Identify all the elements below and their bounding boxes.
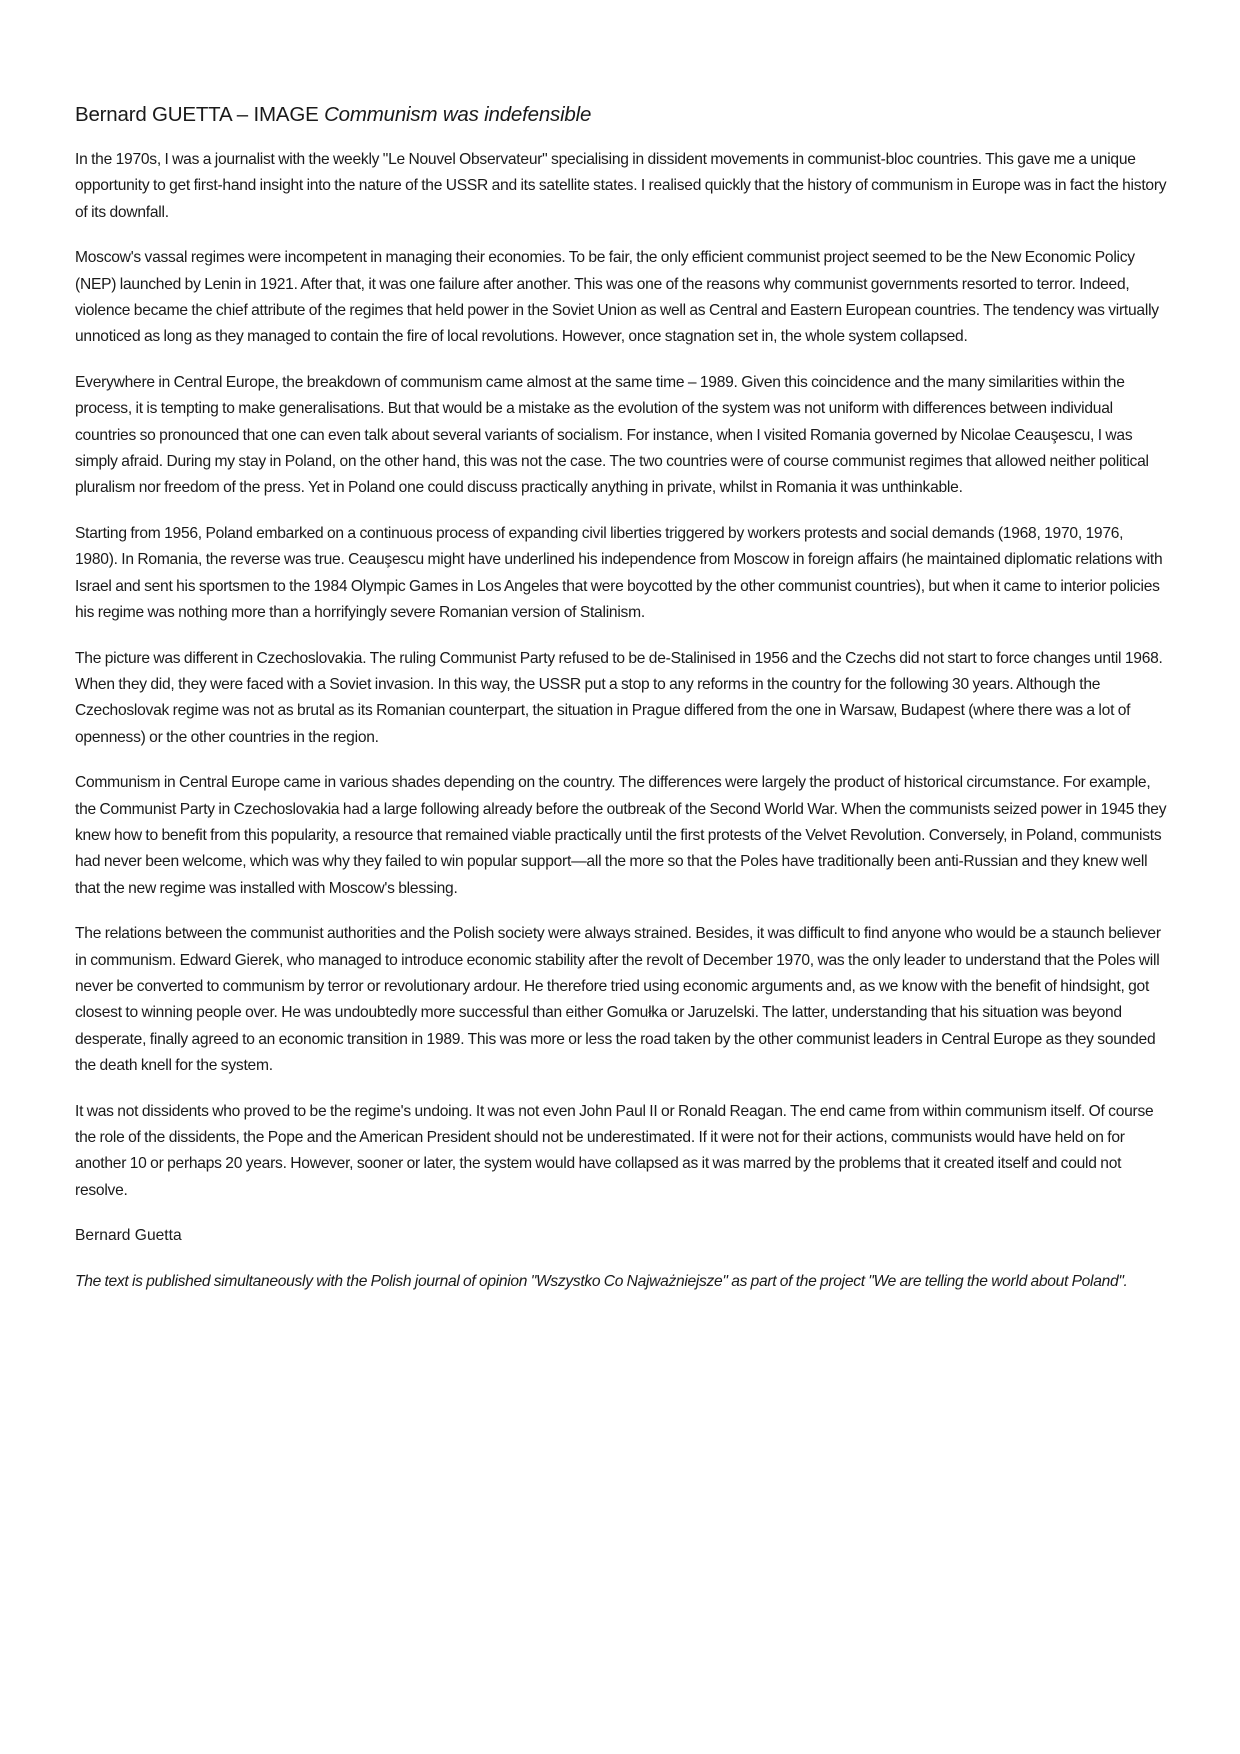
author-signature: Bernard Guetta [75, 1227, 182, 1245]
paragraph-poland-romania: Starting from 1956, Poland embarked on a continuous process of expanding civil liberties triggered by workers protests and social demands (1968, 1970, 1976, 1980). In Romania, the reverse was true. Ceauşescu might have underlined his independence from Moscow in foreign affairs (he maintained diplomatic relations with Israel and sent his sportsmen to the 1984 Olympic Games in Los Angeles that were boycotted by the other communist countries), but when it came to interior policies his regime was nothing more than a horrifyingly severe Romanian version of Stalinism. [75, 525, 1163, 621]
title-emphasis: Communism was indefensible [324, 103, 592, 126]
paragraph-czechoslovakia: The picture was different in Czechoslovakia. The ruling Communist Party refused to be de-Stalinised in 1956 and the Czechs did not start to force changes until 1968. When they did, they were faced with a Soviet invasion. In this way, the USSR put a stop to any reforms in the country for the following 30 years. Although the Czechoslovak regime was not as brutal as its Romanian counterpart, the situation in Prague differed from the one in Warsaw, Budapest (where there was a lot of openness) or the other countries in the region. [75, 649, 1163, 746]
paragraph-central-europe-breakdown: Everywhere in Central Europe, the breakdown of communism came almost at the same time – 1989. Given this coincidence and the many similarities within the process, it is tempting to make generalisations. But that would be a mistake as the evolution of the system was not uniform with differences between individual countries so pronounced that one can even talk about several variants of socialism. For instance, when I visited Romania governed by Nicolae Ceauşescu, I was simply afraid. During my stay in Poland, on the other hand, this was not the case. The two countries were of course communist regimes that allowed neither political pluralism nor freedom of the press. Yet in Poland one could discuss practically anything in private, whilst in Romania it was unthinkable. [75, 374, 1149, 497]
paragraph-shades-of-communism: Communism in Central Europe came in various shades depending on the country. The differences were largely the product of historical circumstance. For example, the Communist Party in Czechoslovakia had a large following already before the outbreak of the Second World War. When the communists seized power in 1945 they knew how to benefit from this popularity, a resource that remained viable practically until the first protests of the Velvet Revolution. Conversely, in Poland, communists had never been welcome, which was why they failed to win popular support—all the more so that the Poles have traditionally been anti-Russian and they knew well that the new regime was installed with Moscow's blessing. [75, 774, 1167, 897]
document-page [75, 100, 1167, 1295]
title-prefix: Bernard GUETTA – IMAGE [75, 103, 325, 126]
paragraph-polish-relations: The relations between the communist authorities and the Polish society were always strained. Besides, it was difficult to find anyone who would be a staunch believer in communism. Edward Gierek, who managed to introduce economic stability after the revolt of December 1970, was the only leader to understand that the Poles will never be converted to communism by terror or revolutionary ardour. He therefore tried using economic arguments and, as we know with the benefit of hindsight, got closest to winning people over. He was undoubtedly more successful than either Gomułka or Jaruzelski. The latter, understanding that his situation was beyond desperate, finally agreed to an economic transition in 1989. This was more or less the road taken by the other communist leaders in Central Europe as they sounded the death knell for the system. [75, 925, 1161, 1074]
publication-footnote: The text is published simultaneously with the Polish journal of opinion "Wszystko Co Najważniejsze" as part of the project "We are telling the world about Poland". [75, 1273, 1128, 1291]
paragraph-conclusion: It was not dissidents who proved to be the regime's undoing. It was not even John Paul II or Ronald Reagan. The end came from within communism itself. Of course the role of the dissidents, the Pope and the American President should not be underestimated. If it were not for their actions, communists would have held on for another 10 or perhaps 20 years. However, sooner or later, the system would have collapsed as it was marred by the problems that it created itself and could not resolve. [75, 1102, 1154, 1199]
paragraph-vassal-regimes: Moscow's vassal regimes were incompetent in managing their economies. To be fair, the only efficient communist project seemed to be the New Economic Policy (NEP) launched by Lenin in 1921. After that, it was one failure after another. This was one of the reasons why communist governments resorted to terror. Indeed, violence became the chief attribute of the regimes that held power in the Soviet Union as well as Central and Eastern European countries. The tendency was virtually unnoticed as long as they managed to contain the fire of local revolutions. However, once stagnation set in, the whole system collapsed. [75, 249, 1159, 346]
paragraph-intro: In the 1970s, I was a journalist with the weekly "Le Nouvel Observateur" specialising in dissident movements in communist-bloc countries. This gave me a unique opportunity to get first-hand insight into the nature of the USSR and its satellite states. I realised quickly that the history of communism in Europe was in fact the history of its downfall. [75, 151, 1167, 221]
document-title [75, 100, 1167, 130]
